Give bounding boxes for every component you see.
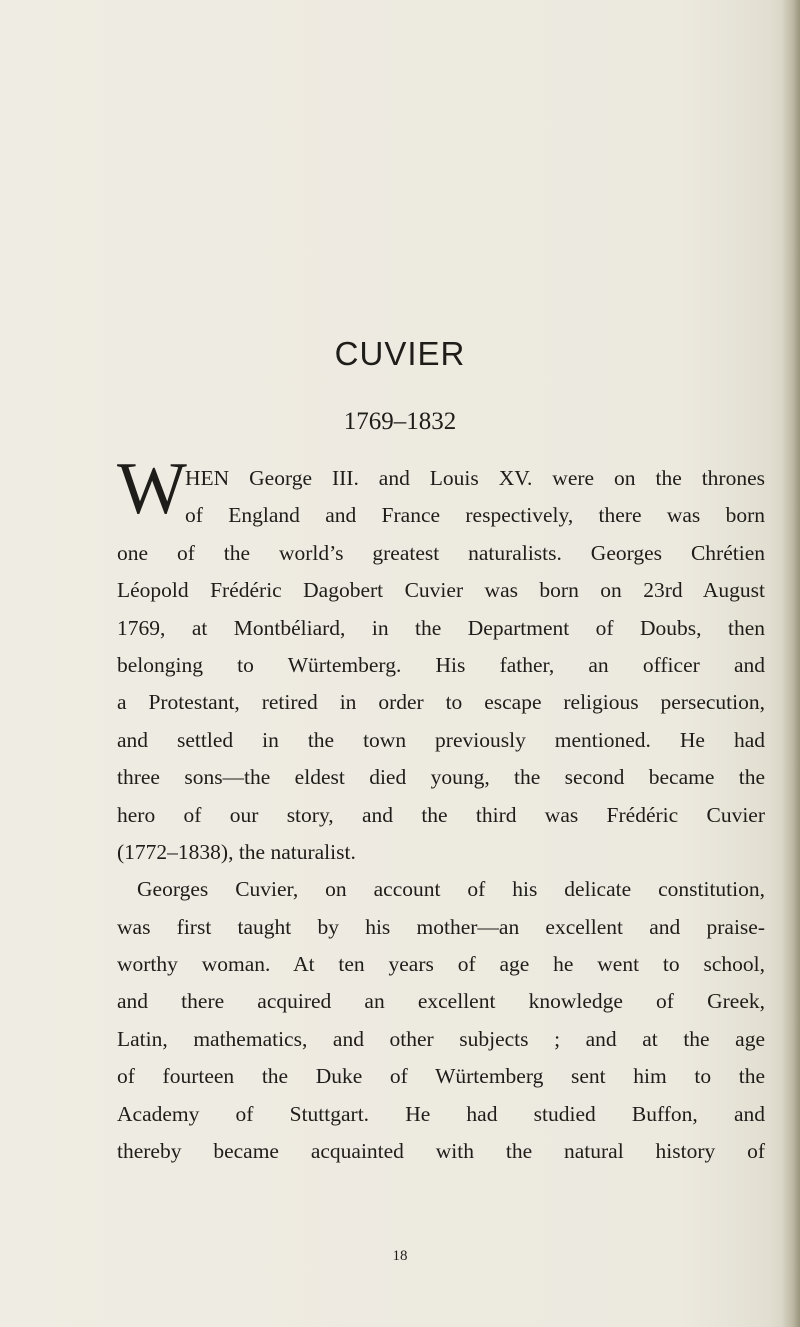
text-line: Georges Cuvier, on account of his delicate constitution, <box>137 877 765 902</box>
chapter-title: CUVIER <box>334 335 466 372</box>
text-line: 1769, at Montbéliard, in the Department of Doubs, then <box>117 615 765 640</box>
text-line: Latin, mathematics, and other subjects ; and at the age <box>117 1026 765 1051</box>
text-line: and settled in the town previously mentioned. He had <box>117 727 765 752</box>
text-line: hero of our story, and the third was Frédéric Cuvier <box>117 802 765 827</box>
text-line: HEN George III. and Louis XV. were on the thrones <box>185 466 765 490</box>
text-line: worthy woman. At ten years of age he went to school, <box>117 952 765 977</box>
text-line: Léopold Frédéric Dagobert Cuvier was born on 23rd August <box>117 578 765 603</box>
text-line: a Protestant, retired in order to escape religious persecution, <box>117 690 765 715</box>
text-line: (1772–1838), the naturalist. <box>117 839 356 864</box>
page-number: 18 <box>392 1248 408 1264</box>
page-edge-shadow <box>782 0 800 1327</box>
text-line: and there acquired an excellent knowledge of Greek, <box>117 989 765 1014</box>
body-text <box>117 460 765 1170</box>
text-line: thereby became acquainted with the natural history of <box>117 1139 765 1164</box>
chapter-dates: 1769–1832 <box>343 408 457 435</box>
text-line: Academy of Stuttgart. He had studied Buffon, and <box>117 1101 765 1126</box>
text-line: of England and France respectively, there was born <box>185 503 765 528</box>
text-line: was first taught by his mother—an excellent and praise- <box>117 914 765 939</box>
text-line: of fourteen the Duke of Würtemberg sent him to the <box>117 1064 765 1089</box>
text-line: one of the world’s greatest naturalists. Georges Chrétien <box>117 540 765 565</box>
text-line: belonging to Würtemberg. His father, an officer and <box>117 652 765 677</box>
drop-cap: W <box>117 448 187 530</box>
text-line: three sons—the eldest died young, the second became the <box>117 765 765 790</box>
